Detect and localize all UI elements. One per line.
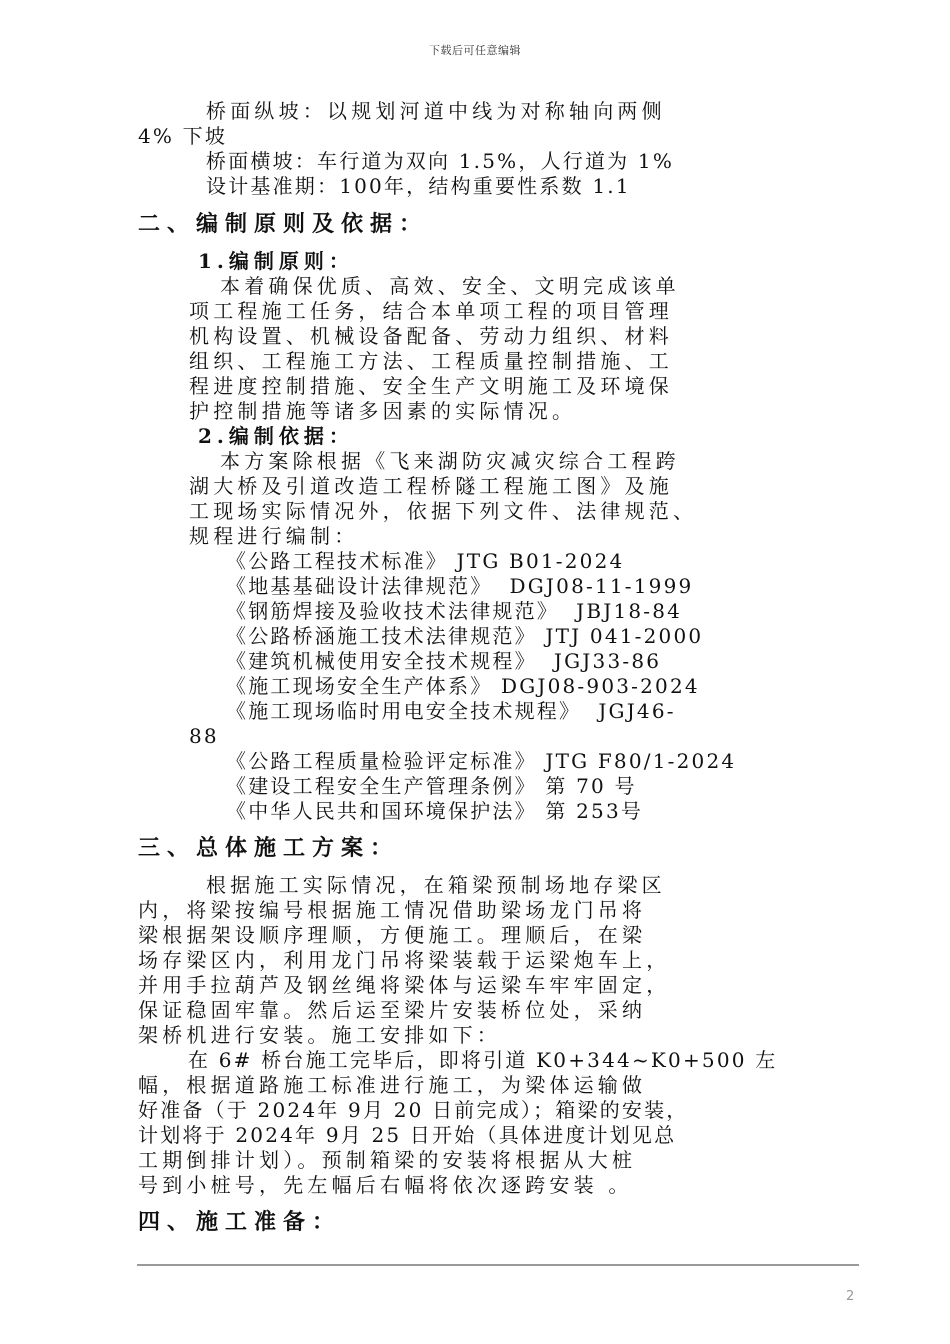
section-heading-2: 二、编制原则及依据：: [138, 211, 429, 237]
footer-divider: [137, 1264, 859, 1266]
paragraph-line: 程进度控制措施、安全生产文明施工及环境保: [189, 374, 673, 398]
intro-line-4: 设计基准期：100年，结构重要性系数 1.1: [206, 174, 631, 198]
section-heading-3: 三、总体施工方案：: [138, 835, 400, 861]
intro-line-3: 桥面横坡：车行道为双向 1.5%，人行道为 1%: [206, 149, 675, 173]
section-heading-4: 四、施工准备：: [138, 1209, 342, 1235]
paragraph-line: 并用手拉葫芦及钢丝绳将梁体与运梁车牢牢固定，: [138, 973, 671, 997]
reference-item: 《建筑机械使用安全技术规程》 JGJ33-86: [226, 649, 662, 673]
reference-item: 《公路工程质量检验评定标准》 JTG F80/1-2024: [226, 749, 737, 773]
reference-item: 《地基基础设计法律规范》 DGJ08-11-1999: [226, 574, 694, 598]
reference-item: 《中华人民共和国环境保护法》 第 253号: [226, 799, 644, 823]
reference-item: 《施工现场临时用电安全技术规程》 JGJ46-: [226, 699, 676, 723]
intro-line-1: 桥面纵坡：以规划河道中线为对称轴向两侧: [206, 99, 666, 123]
paragraph-line: 根据施工实际情况，在箱梁预制场地存梁区: [206, 873, 666, 897]
paragraph-line: 项工程施工任务，结合本单项工程的项目管理: [189, 299, 673, 323]
reference-item: 《公路工程技术标准》 JTG B01-2024: [226, 549, 625, 573]
paragraph-line: 保证稳固牢靠。然后运至梁片安装桥位处，采纳: [138, 998, 647, 1022]
reference-item-continued: 88: [189, 724, 219, 748]
paragraph-line: 工期倒排计划）。预制箱梁的安装将根据从大桩: [138, 1148, 637, 1172]
paragraph-line: 在 6# 桥台施工完毕后，即将引道 K0+344~K0+500 左: [188, 1048, 778, 1072]
paragraph-line: 架桥机进行安装。施工安排如下：: [138, 1023, 501, 1047]
subheading-basis: 2.编制依据：: [198, 424, 354, 448]
paragraph-line: 好准备（于 2024年 9月 20 日前完成）；箱梁的安装，: [138, 1098, 689, 1122]
reference-item: 《建设工程安全生产管理条例》 第 70 号: [226, 774, 637, 798]
intro-line-2: 4% 下坡: [138, 124, 228, 148]
paragraph-line: 工现场实际情况外，依据下列文件、法律规范、: [189, 499, 698, 523]
paragraph-line: 计划将于 2024年 9月 25 日开始（具体进度计划见总: [138, 1123, 677, 1147]
paragraph-line: 组织、工程施工方法、工程质量控制措施、工: [189, 349, 673, 373]
paragraph-line: 场存梁区内，利用龙门吊将梁装载于运梁炮车上，: [138, 948, 671, 972]
reference-item: 《钢筋焊接及验收技术法律规范》 JBJ18-84: [226, 599, 683, 623]
paragraph-line: 机构设置、机械设备配备、劳动力组织、材料: [189, 324, 673, 348]
paragraph-line: 内，将梁按编号根据施工情况借助梁场龙门吊将: [138, 898, 647, 922]
paragraph-line: 规程进行编制：: [189, 524, 359, 548]
paragraph-line: 本方案除根据《飞来湖防灾减灾综合工程跨: [220, 449, 680, 473]
subheading-principles: 1.编制原则：: [198, 249, 354, 273]
paragraph-line: 本着确保优质、高效、安全、文明完成该单: [220, 274, 680, 298]
reference-item: 《公路桥涵施工技术法律规范》 JTJ 041-2000: [226, 624, 704, 648]
header-note: 下载后可任意编辑: [429, 44, 521, 57]
paragraph-line: 护控制措施等诸多因素的实际情况。: [189, 399, 577, 423]
reference-item: 《施工现场安全生产体系》 DGJ08-903-2024: [226, 674, 700, 698]
page-number: 2: [846, 1289, 855, 1304]
paragraph-line: 号到小桩号，先左幅后右幅将依次逐跨安装 。: [138, 1173, 633, 1197]
paragraph-line: 梁根据架设顺序理顺，方便施工。理顺后，在梁: [138, 923, 647, 947]
paragraph-line: 湖大桥及引道改造工程桥隧工程施工图》及施: [189, 474, 673, 498]
paragraph-line: 幅，根据道路施工标准进行施工，为梁体运输做: [138, 1073, 647, 1097]
